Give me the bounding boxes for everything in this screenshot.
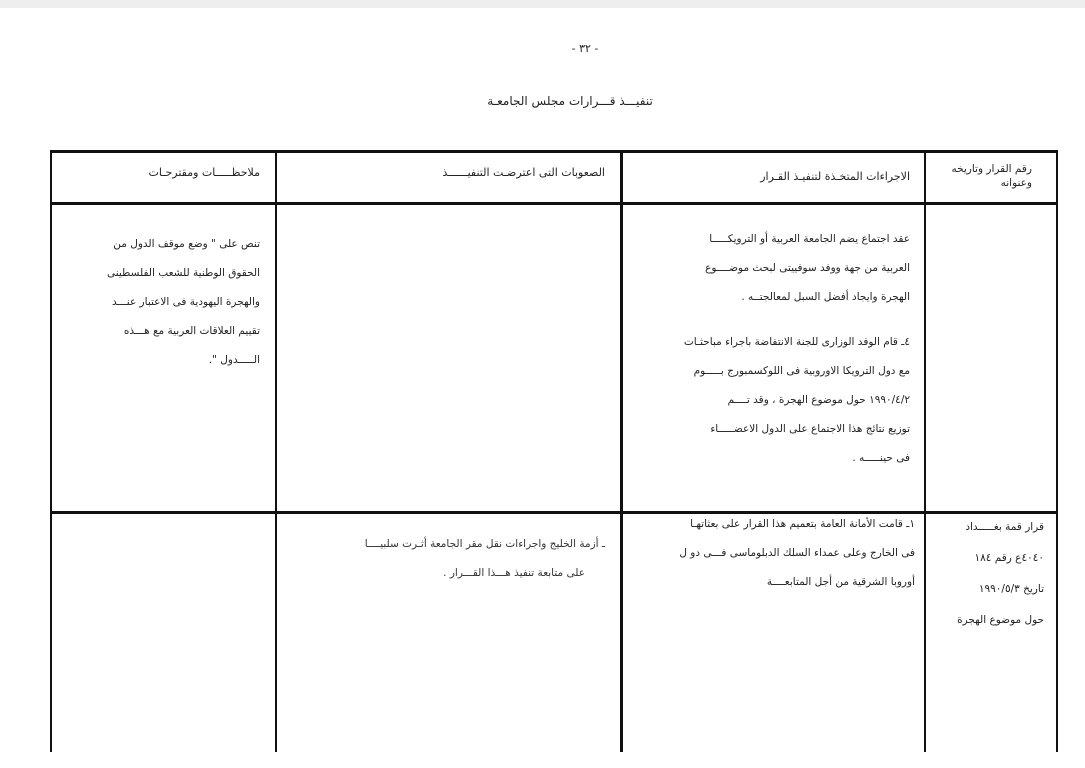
row2-measures <box>630 510 915 597</box>
row2-difficulties <box>285 530 605 588</box>
text-line: ١٩٩٠/٤/٢ حول موضوع الهجرة ، وقد تــــم <box>727 394 910 406</box>
header-divider <box>50 202 1058 205</box>
text-line: الـــــدول ". <box>208 354 260 366</box>
text-line: حول موضوع الهجرة <box>957 614 1044 626</box>
column-divider <box>275 150 277 752</box>
text-line: فى حينـــــه . <box>852 452 910 464</box>
table-border-top <box>50 150 1058 153</box>
text-line: ١ـ قامت الأمانة العامة بتعميم هذا القرار على بعثاتهـا <box>690 518 915 530</box>
header-measures: الاجراءات المتخـذة لتنفيـذ القـرار <box>760 170 910 183</box>
row1-measures <box>640 225 910 473</box>
text-line: ٤ـ قام الوفد الوزارى للجنة الانتفاضة باجراء مباحثـات <box>683 336 910 348</box>
text-line: ـ أزمة الخليج واجراءات نقل مقر الجامعة أثـرت سلبيــــا <box>364 538 605 550</box>
text-line: قرار قمة بغـــــداد <box>965 521 1044 533</box>
text-line: على متابعة تنفيذ هـــذا القـــرار . <box>443 567 585 579</box>
text-line: تنص على " وضع موقف الدول من <box>113 238 260 250</box>
header-decision: رقم القرار وتاريخه وعنوانه <box>951 163 1032 189</box>
header-notes: ملاحظـــــات ومقترحـات <box>148 166 260 179</box>
text-line: الحقوق الوطنية للشعب الفلسطينى <box>106 267 260 279</box>
row2-decision <box>932 512 1044 636</box>
text-line: العربية من جهة ووفد سوفييتى لبحث موضــــوع <box>705 262 910 274</box>
text-line: توزيع نتائج هذا الاجتماع على الدول الاعضـــــاء <box>710 423 910 435</box>
table-border-left <box>50 150 52 752</box>
text-line: أوروبا الشرقية من أجل المتابعــــة <box>766 576 915 588</box>
column-divider <box>620 150 623 752</box>
text-line: مع دول الترويكا الاوروبية فى اللوكسمبورج بـــــوم <box>693 365 910 377</box>
header-difficulties: الصعوبات التى اعترضـت التنفيــــــذ <box>442 166 605 179</box>
text-line: تقييم العلاقات العربية مع هـــذه <box>123 325 260 337</box>
text-line: تاريخ ١٩٩٠/٥/٣ <box>978 583 1044 595</box>
text-line: فى الخارج وعلى عمداء السلك الدبلوماسى فـــى دو ل <box>679 547 915 559</box>
text-line: الهجرة وايجاد أفضل السبل لمعالجتــه . <box>741 291 910 303</box>
page-title: تنفيـــذ قـــرارات مجلس الجامعـة <box>487 94 653 108</box>
page-number: - ٣٢ - <box>571 42 599 55</box>
column-divider <box>924 150 926 752</box>
row1-notes <box>80 230 260 375</box>
table-border-right <box>1056 150 1058 752</box>
text-line: ٤٠٤٠ع رقم ١٨٤ <box>974 552 1044 564</box>
text-line: عقد اجتماع يضم الجامعة العربية أو الترويكـــــا <box>709 233 910 245</box>
text-line: والهجرة اليهودية فى الاعتبار عنـــد <box>112 296 260 308</box>
text-line <box>640 312 910 328</box>
scan-edge-top <box>0 0 1085 8</box>
